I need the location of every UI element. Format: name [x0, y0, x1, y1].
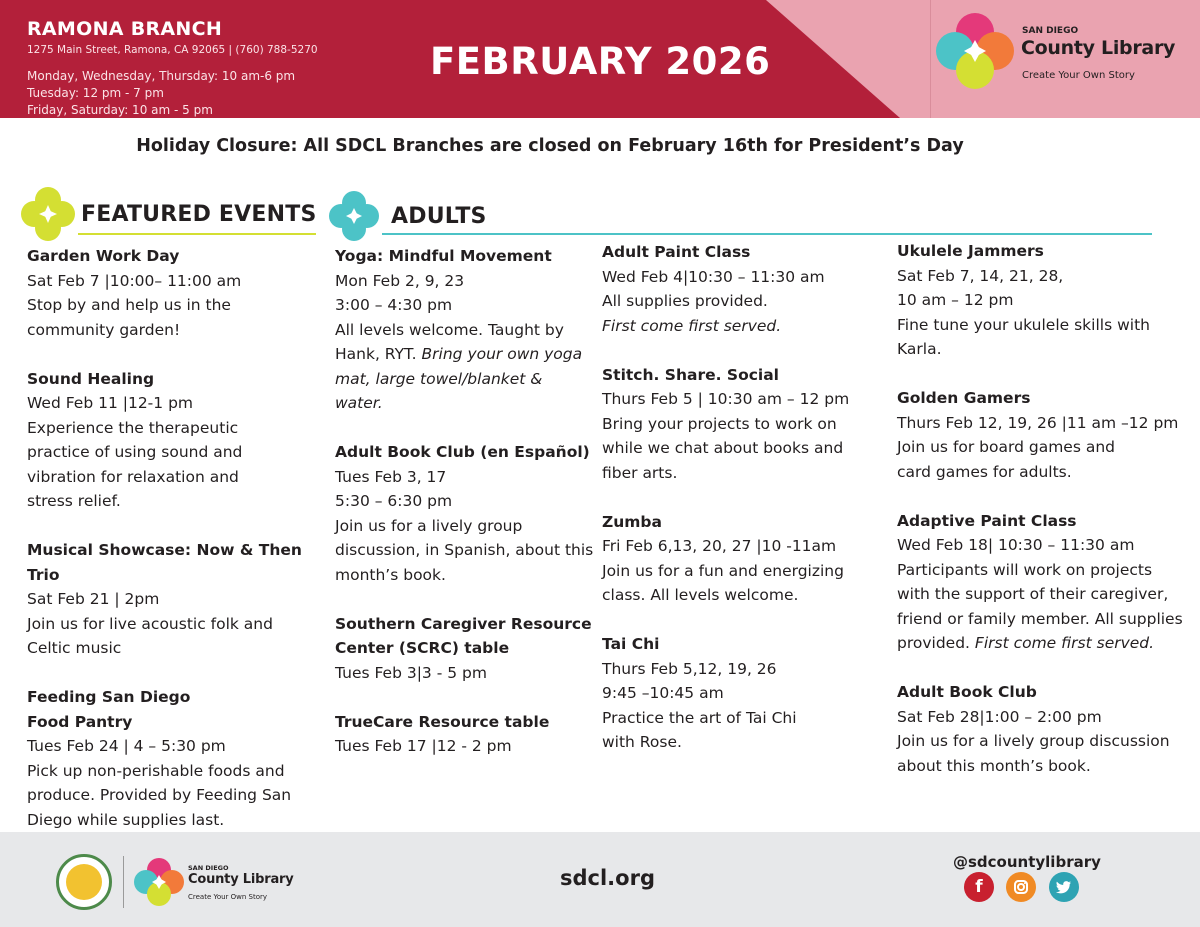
event-detail-line — [897, 435, 1197, 460]
hours-line: Monday, Wednesday, Thursday: 10 am-6 pm — [27, 69, 296, 83]
event-detail-text: Join us for a lively group discussion — [897, 732, 1170, 750]
page-header — [0, 0, 1200, 118]
social-handle: @sdcountylibrary — [953, 853, 1101, 871]
event-detail-text: All supplies provided. — [602, 292, 768, 310]
event-detail-text: Celtic music — [27, 639, 122, 657]
page-title: FEBRUARY 2026 — [430, 40, 771, 83]
twitter-icon[interactable] — [1049, 872, 1079, 902]
event-detail-text: 3:00 – 4:30 pm — [335, 296, 453, 314]
event-detail-text: Sat Feb 28|1:00 – 2:00 pm — [897, 707, 1102, 726]
event-detail-line — [335, 342, 597, 367]
instagram-icon[interactable] — [1006, 872, 1036, 902]
adults-column-1 — [335, 244, 597, 783]
featured-events-heading: FEATURED EVENTS — [81, 202, 317, 227]
event-detail-text: discussion, in Spanish, about this — [335, 541, 594, 559]
library-tagline: Create Your Own Story — [1022, 70, 1135, 81]
event-detail-line — [897, 337, 1197, 362]
event-detail-line — [335, 734, 597, 759]
event-detail-line — [897, 754, 1197, 779]
event-detail-text: Join us for a fun and energizing — [602, 561, 844, 580]
event-detail-text: Mon Feb 2, 9, 23 — [335, 271, 465, 290]
event-detail-text: Thurs Feb 5 | 10:30 am – 12 pm — [602, 390, 850, 408]
event-detail-line — [602, 412, 892, 437]
event-item — [897, 239, 1197, 362]
event-item — [897, 680, 1197, 778]
event-title: Musical Showcase: Now & Then Trio — [27, 541, 302, 584]
event-title: TrueCare Resource table — [335, 712, 550, 731]
event-detail-line — [335, 293, 597, 318]
event-title: Zumba — [602, 512, 662, 531]
branch-name: RAMONA BRANCH — [27, 18, 223, 40]
event-detail-text: Join us for a lively group — [335, 516, 523, 535]
event-detail-text: Bring your projects to work on — [602, 414, 837, 433]
adults-divider — [382, 233, 1152, 235]
event-item — [27, 685, 319, 857]
event-detail-text: Fri Feb 6,13, 20, 27 |10 -11am — [602, 537, 837, 555]
event-detail-text: Tues Feb 3|3 - 5 pm — [335, 663, 487, 682]
event-detail-text: vibration for relaxation and — [27, 467, 239, 486]
event-detail-line — [27, 612, 319, 637]
event-detail-text: Tues Feb 24 | 4 – 5:30 pm — [27, 737, 226, 755]
footer-library-region: SAN DIEGO — [188, 864, 229, 872]
event-detail-text: Experience the therapeutic — [27, 418, 239, 437]
hours-line: Friday, Saturday: 10 am - 5 pm — [27, 103, 213, 117]
event-detail-text: Practice the art of Tai Chi — [602, 708, 797, 727]
event-title: Sound Healing — [27, 369, 155, 388]
event-item — [335, 612, 597, 686]
event-title: Golden Gamers — [897, 389, 1031, 407]
event-detail-line — [602, 706, 892, 731]
footer-divider — [123, 856, 124, 908]
branch-hours — [27, 68, 295, 118]
event-detail-text: fiber arts. — [602, 463, 678, 482]
event-title: Adult Book Club (en Español) — [335, 443, 590, 461]
event-title: Yoga: Mindful Movement — [335, 247, 552, 265]
event-detail-line — [602, 681, 892, 706]
event-detail-text: with Rose. — [602, 733, 682, 751]
event-detail-line — [897, 264, 1197, 289]
event-title: Feeding San Diego — [27, 688, 191, 706]
event-detail-text: Participants will work on projects — [897, 560, 1153, 579]
county-seal-emblem — [66, 864, 102, 900]
event-detail-line — [335, 367, 597, 392]
event-detail-line — [335, 661, 597, 686]
event-detail-note: Bring your own yoga — [421, 345, 583, 363]
event-detail-text: Pick up non-perishable foods and — [27, 761, 285, 780]
event-detail-line — [897, 288, 1197, 313]
event-detail-text: about this month’s book. — [897, 756, 1091, 775]
event-item — [335, 710, 597, 759]
event-detail-text: month’s book. — [335, 565, 446, 584]
event-detail-line — [335, 514, 597, 539]
event-detail-text: Diego while supplies last. — [27, 810, 225, 829]
event-detail-line — [897, 533, 1197, 558]
library-name: County Library — [1021, 37, 1176, 59]
event-item — [27, 367, 319, 514]
event-detail-line — [602, 730, 892, 755]
event-detail-line — [602, 559, 892, 584]
event-detail-text: Hank, RYT. — [335, 345, 422, 363]
event-detail-line — [602, 314, 892, 339]
event-detail-line — [27, 734, 319, 759]
website-link[interactable]: sdcl.org — [560, 866, 655, 890]
event-item — [602, 632, 892, 755]
event-detail-line — [602, 657, 892, 682]
event-detail-line — [335, 563, 597, 588]
branch-address: 1275 Main Street, Ramona, CA 92065 | (760) 788-5270 — [27, 44, 318, 56]
adults-flower-icon — [328, 190, 380, 242]
library-region: SAN DIEGO — [1022, 26, 1079, 36]
event-detail-line — [897, 607, 1197, 632]
event-detail-text: with the support of their caregiver, — [897, 585, 1169, 603]
event-item — [335, 440, 597, 587]
event-title: Food Pantry — [27, 712, 133, 731]
adults-heading: ADULTS — [391, 204, 487, 229]
event-detail-line — [602, 534, 892, 559]
event-detail-text: Sat Feb 7, 14, 21, 28, — [897, 266, 1064, 285]
event-detail-text: Tues Feb 3, 17 — [335, 467, 447, 486]
event-detail-text: card games for adults. — [897, 462, 1072, 481]
event-detail-line — [27, 489, 319, 514]
event-item — [602, 510, 892, 608]
event-item — [897, 509, 1197, 656]
event-detail-text: Wed Feb 11 |12-1 pm — [27, 394, 194, 412]
event-detail-line — [27, 808, 319, 833]
event-detail-line — [335, 391, 597, 416]
event-title: Southern Caregiver Resource — [335, 614, 592, 633]
event-detail-text: provided. — [897, 634, 975, 652]
event-detail-line — [602, 461, 892, 486]
facebook-icon[interactable]: f — [964, 872, 994, 902]
event-detail-line — [897, 582, 1197, 607]
event-detail-line — [897, 411, 1197, 436]
event-detail-line — [335, 538, 597, 563]
holiday-notice: Holiday Closure: All SDCL Branches are closed on February 16th for President’s Day — [136, 136, 964, 156]
event-item — [335, 244, 597, 416]
footer-library-logo-icon — [133, 857, 185, 907]
event-title: Adult Paint Class — [602, 243, 751, 261]
event-detail-line — [27, 465, 319, 490]
event-detail-text: water. — [335, 394, 383, 412]
event-title: Garden Work Day — [27, 247, 180, 265]
event-detail-text: produce. Provided by Feeding San — [27, 786, 292, 804]
event-detail-text: community garden! — [27, 320, 181, 339]
featured-divider — [78, 233, 316, 235]
event-detail-text: Join us for board games and — [897, 438, 1115, 456]
event-detail-line — [897, 313, 1197, 338]
event-detail-line — [27, 318, 319, 343]
event-detail-text: while we chat about books and — [602, 439, 844, 457]
adults-column-3 — [897, 239, 1197, 803]
event-detail-line — [897, 558, 1197, 583]
event-detail-line — [27, 587, 319, 612]
event-detail-line — [602, 436, 892, 461]
library-logo-icon — [934, 12, 1016, 90]
event-detail-line — [335, 489, 597, 514]
featured-events-column — [27, 244, 319, 881]
event-detail-line — [335, 465, 597, 490]
event-detail-line — [602, 289, 892, 314]
event-detail-line — [602, 265, 892, 290]
event-detail-text: Sat Feb 21 | 2pm — [27, 590, 160, 608]
footer-library-name: County Library — [188, 872, 294, 887]
event-detail-text: Sat Feb 7 |10:00– 11:00 am — [27, 271, 242, 290]
event-title: Ukulele Jammers — [897, 242, 1044, 260]
event-detail-line — [335, 269, 597, 294]
event-item — [27, 538, 319, 661]
event-detail-line — [335, 318, 597, 343]
event-item — [602, 240, 892, 338]
event-detail-text: Tues Feb 17 |12 - 2 pm — [335, 737, 512, 755]
event-detail-text: Fine tune your ukulele skills with — [897, 315, 1150, 334]
event-detail-text: All levels welcome. Taught by — [335, 320, 564, 339]
event-detail-line — [27, 391, 319, 416]
event-detail-text: Thurs Feb 5,12, 19, 26 — [602, 659, 777, 678]
event-detail-text: Wed Feb 18| 10:30 – 11:30 am — [897, 536, 1135, 554]
event-detail-line — [27, 293, 319, 318]
hours-line: Tuesday: 12 pm - 7 pm — [27, 86, 164, 100]
event-title: Adaptive Paint Class — [897, 511, 1077, 530]
event-title: Adult Book Club — [897, 683, 1037, 701]
event-detail-line — [897, 729, 1197, 754]
event-item — [897, 386, 1197, 484]
event-detail-text: stress relief. — [27, 492, 121, 510]
event-title: Stitch. Share. Social — [602, 365, 779, 384]
event-detail-text: Stop by and help us in the — [27, 296, 231, 314]
county-seal-icon — [56, 854, 112, 910]
event-detail-line — [27, 269, 319, 294]
event-detail-line — [602, 583, 892, 608]
event-detail-text: Join us for live acoustic folk and — [27, 614, 273, 633]
event-item — [27, 244, 319, 342]
event-detail-line — [27, 416, 319, 441]
event-detail-line — [27, 440, 319, 465]
event-detail-text: practice of using sound and — [27, 443, 243, 461]
event-detail-text: Thurs Feb 12, 19, 26 |11 am –12 pm — [897, 413, 1179, 432]
event-detail-line — [897, 460, 1197, 485]
event-detail-text: 10 am – 12 pm — [897, 291, 1014, 309]
adults-column-2 — [602, 240, 892, 779]
event-title: Center (SCRC) table — [335, 639, 510, 657]
event-detail-line — [602, 387, 892, 412]
featured-flower-icon — [20, 186, 76, 242]
event-detail-note: First come first served. — [974, 634, 1155, 652]
event-detail-line — [897, 631, 1197, 656]
event-detail-text: First come first served. — [602, 316, 782, 335]
event-detail-text: class. All levels welcome. — [602, 586, 799, 604]
footer-library-tagline: Create Your Own Story — [188, 893, 268, 901]
event-detail-text: mat, large towel/blanket & — [335, 369, 543, 388]
event-detail-text: Wed Feb 4|10:30 – 11:30 am — [602, 267, 825, 286]
event-title: Tai Chi — [602, 635, 660, 653]
event-detail-text: 9:45 –10:45 am — [602, 684, 724, 702]
event-detail-text: friend or family member. All supplies — [897, 609, 1183, 628]
event-detail-line — [27, 636, 319, 661]
event-detail-text: 5:30 – 6:30 pm — [335, 492, 453, 510]
event-detail-text: Karla. — [897, 340, 942, 358]
event-item — [602, 363, 892, 486]
event-detail-line — [27, 783, 319, 808]
event-detail-line — [27, 759, 319, 784]
event-detail-line — [897, 705, 1197, 730]
